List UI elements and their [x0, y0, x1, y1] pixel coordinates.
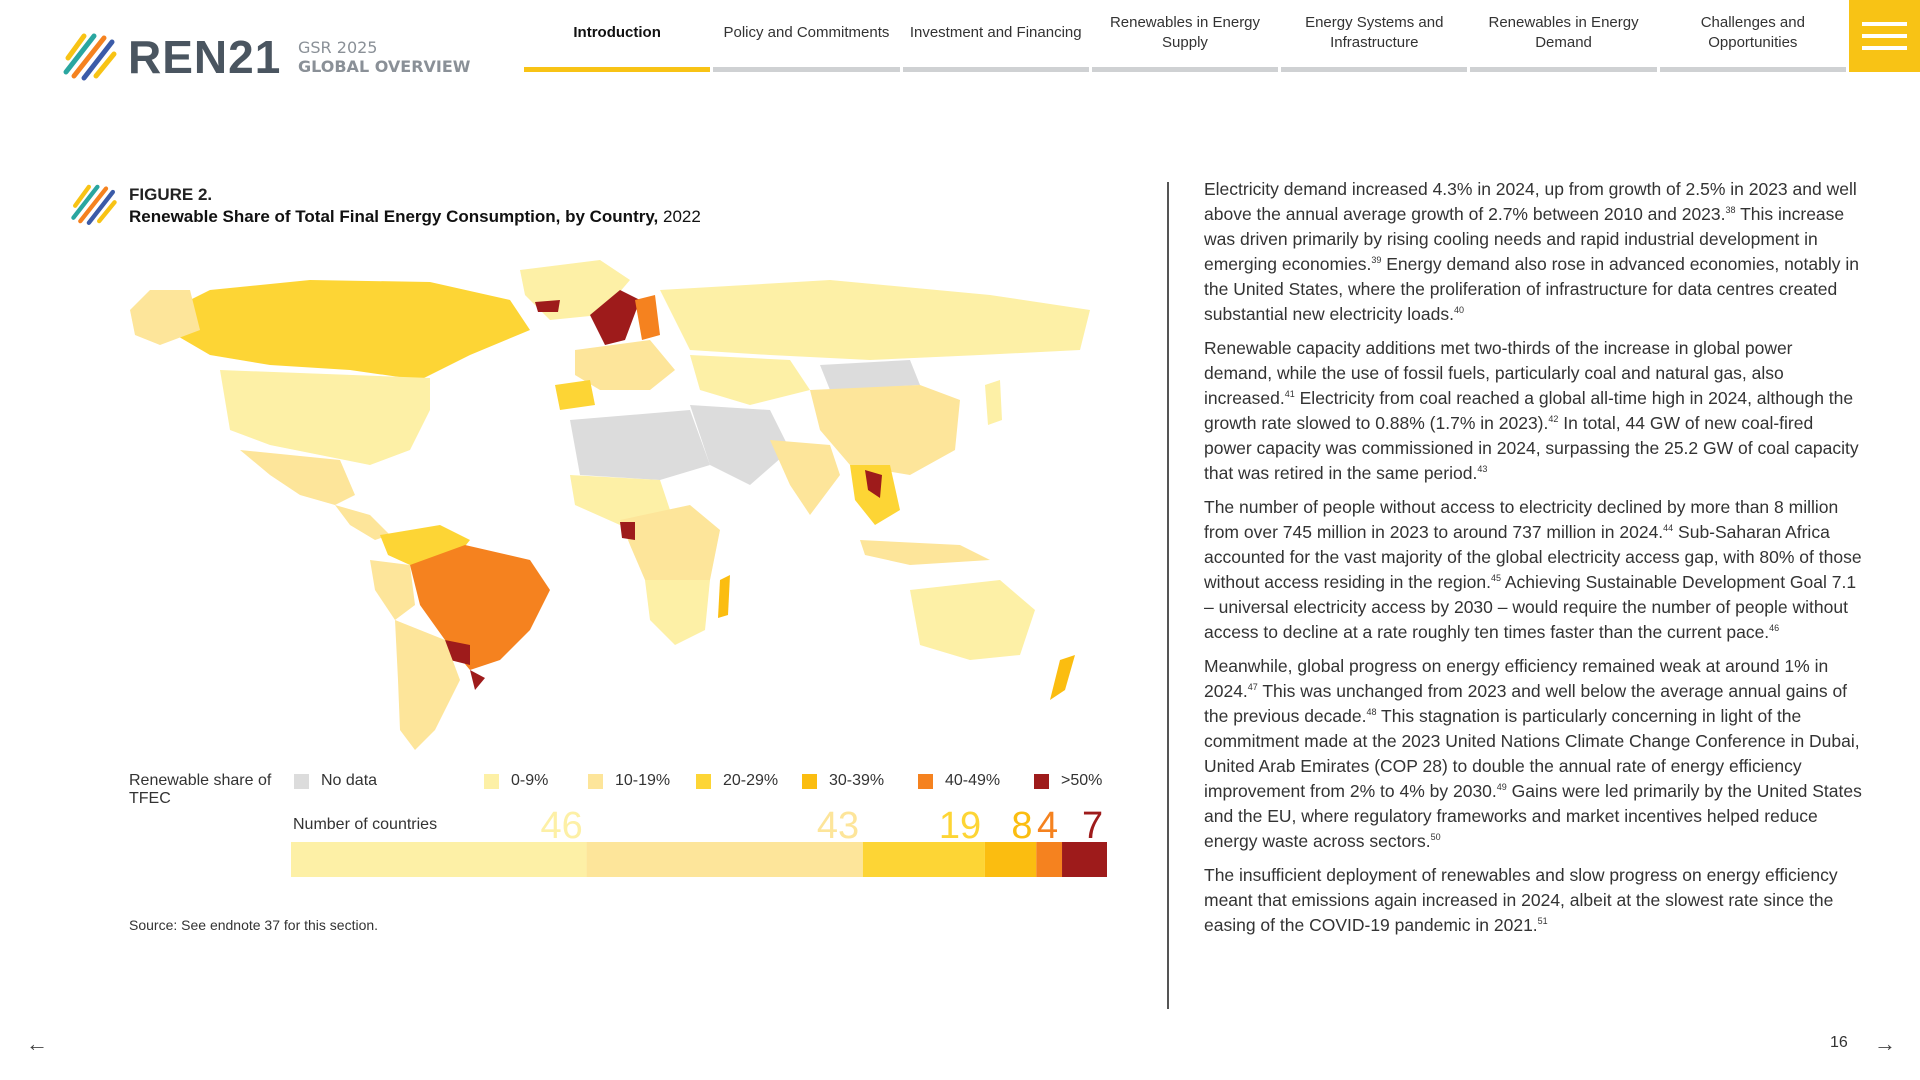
figure-source: Source: See endnote 37 for this section. — [129, 917, 379, 933]
column-divider — [1167, 182, 1169, 1009]
figure-label: FIGURE 2. — [129, 185, 213, 204]
count-bar-label-3: 19 — [938, 805, 982, 847]
tab-renewables-in-energy-supply[interactable]: Renewables in Energy Supply — [1092, 0, 1278, 72]
map-region-india — [770, 440, 840, 515]
tab-renewables-in-energy-demand[interactable]: Renewables in Energy Demand — [1470, 0, 1656, 72]
report-name — [298, 38, 470, 76]
count-bar-label-5: 4 — [1037, 805, 1059, 847]
legend-item-20-29: 20-29% — [696, 772, 778, 790]
count-bar-segment-4 — [985, 842, 1036, 877]
map-region-australia — [910, 580, 1035, 660]
map-region-central-asia — [690, 355, 810, 405]
count-bar-label-2: 43 — [816, 805, 860, 847]
map-region-uruguay — [470, 670, 485, 690]
tab-energy-systems-and-infrastructure[interactable]: Energy Systems and Infrastructure — [1281, 0, 1467, 72]
report-line2: GLOBAL OVERVIEW — [298, 57, 471, 76]
map-region-finland — [635, 295, 660, 340]
legend-item-40-49: 40-49% — [918, 772, 1000, 790]
tab-introduction[interactable]: Introduction — [524, 0, 710, 72]
chapter-nav — [524, 0, 1849, 72]
legend-item-0-9: 0-9% — [484, 772, 548, 790]
map-region-north-africa — [570, 410, 710, 480]
count-bar-label-1: 46 — [540, 805, 583, 847]
ren21-logo-icon — [62, 28, 118, 84]
tab-policy-and-commitments[interactable]: Policy and Commitments — [713, 0, 899, 72]
count-bar-segment-1 — [291, 842, 587, 877]
count-bar-segment-2 — [587, 842, 863, 877]
arrow-left-icon[interactable]: ← — [26, 1031, 48, 1056]
country-count-bar — [291, 842, 1107, 877]
world-map — [130, 260, 1130, 760]
paragraph-5: The insufficient deployment of renewables and slow progress on energy efficiency meant that emissions again increased in 2024, albeit at the slowest rate since the easing of the COVID-19 pandemic in 2021.51 — [1204, 865, 1838, 935]
figure-title: Renewable Share of Total Final Energy Consumption, by Country, 2022 — [129, 207, 701, 226]
body-text — [1204, 177, 1864, 947]
map-region-gabon — [620, 522, 635, 540]
count-bar-label-4: 8 — [1011, 805, 1033, 847]
count-label: Number of countries — [293, 816, 438, 833]
map-region-southern-africa — [645, 580, 710, 645]
paragraph-3: The number of people without access to electricity declined by more than 8 million from over 745 million in 2023 to around 737 million in 2024.44 Sub-Saharan Africa accounted for the vast majority of the global electricity access gap, with 80% of those without access residing in the region.$^{45}$ Achieving Sustainable Development Goal 7.1 – universal electricity access by 2030 – would require the number of people without access to decline at a rate roughly ten times faster than the current pace.$^{46}$ — [1204, 497, 1862, 642]
map-region-iceland — [535, 300, 560, 312]
map-region-new-zealand — [1050, 655, 1075, 700]
map-region-indonesia — [860, 540, 990, 565]
count-bar-segment-5 — [1036, 842, 1062, 877]
brand-name: REN21 — [128, 31, 282, 83]
figure-icon — [70, 180, 118, 228]
count-bar-segment-6 — [1062, 842, 1107, 877]
legend-title: Renewable share of TFEC — [129, 772, 272, 807]
tab-challenges-and-opportunities[interactable]: Challenges and Opportunities — [1660, 0, 1846, 72]
legend-item-10-19: 10-19% — [588, 772, 670, 790]
paragraph-1: Electricity demand increased 4.3% in 2024, up from growth of 2.5% in 2023 and well above the annual average growth of 2.7% between 2010 and 2023.38 This increase was driven primarily by rising cooling needs and rapid industrial development in emerging economies.$^{39}$ Energy demand also rose in advanced economies, notably in the United States, where the proliferation of infrastructure for data centres created substantial new electricity loads.$^{40}$ — [1204, 179, 1859, 324]
legend-item-30-39: 30-39% — [802, 772, 884, 790]
page-number: 16 — [1830, 1034, 1848, 1051]
count-bar-label-6: 7 — [1082, 805, 1104, 847]
map-region-usa — [220, 370, 430, 465]
map-legend — [294, 772, 1114, 792]
map-region-russia — [660, 280, 1090, 360]
count-bar-segment-3 — [863, 842, 985, 877]
map-region-madagascar — [718, 575, 730, 618]
map-region-iberia — [555, 380, 595, 410]
arrow-right-icon[interactable]: → — [1874, 1031, 1896, 1056]
tab-investment-and-financing[interactable]: Investment and Financing — [903, 0, 1089, 72]
map-region-canada — [150, 280, 530, 380]
map-region-mongolia — [820, 360, 920, 390]
legend-item-50-plus: >50% — [1034, 772, 1102, 790]
paragraph-4: Meanwhile, global progress on energy efficiency remained weak at around 1% in 2024.47 This was unchanged from 2023 and well below the average annual gains of the previous decade.$^{48}$ This stagnation is particularly concerning in light of the commitment made at the 2023 United Nations Climate Change Conference in Dubai, United Arab Emirates (COP 28) to double the annual rate of energy efficiency improvement from 2% to 4% by 2030.49 Gains were led primarily by the United States and the EU, where regulatory frameworks and market incentives helped reduce energy waste across sectors.$^{50}$ — [1204, 656, 1862, 851]
map-region-peru-ecuador — [370, 560, 415, 620]
paragraph-2: Renewable capacity additions met two-thirds of the increase in global power demand, while the use of fossil fuels, particularly coal and natural gas, also increased.$^{41}$ Electricity from coal reached a global all-time high in 2024, although the growth rate slowed to 0.88% (1.7% in 2023).$^{42}$ In total, 44 GW of new coal-fired power capacity was commissioned in 2024, surpassing the 25.2 GW of coal capacity that was retired in the same period.$^{43}$ — [1204, 338, 1859, 483]
map-region-japan — [985, 380, 1002, 425]
report-line1: GSR 2025 — [298, 38, 378, 57]
legend-item-no-data: No data — [294, 772, 377, 790]
hamburger-menu-icon[interactable] — [1849, 0, 1920, 72]
